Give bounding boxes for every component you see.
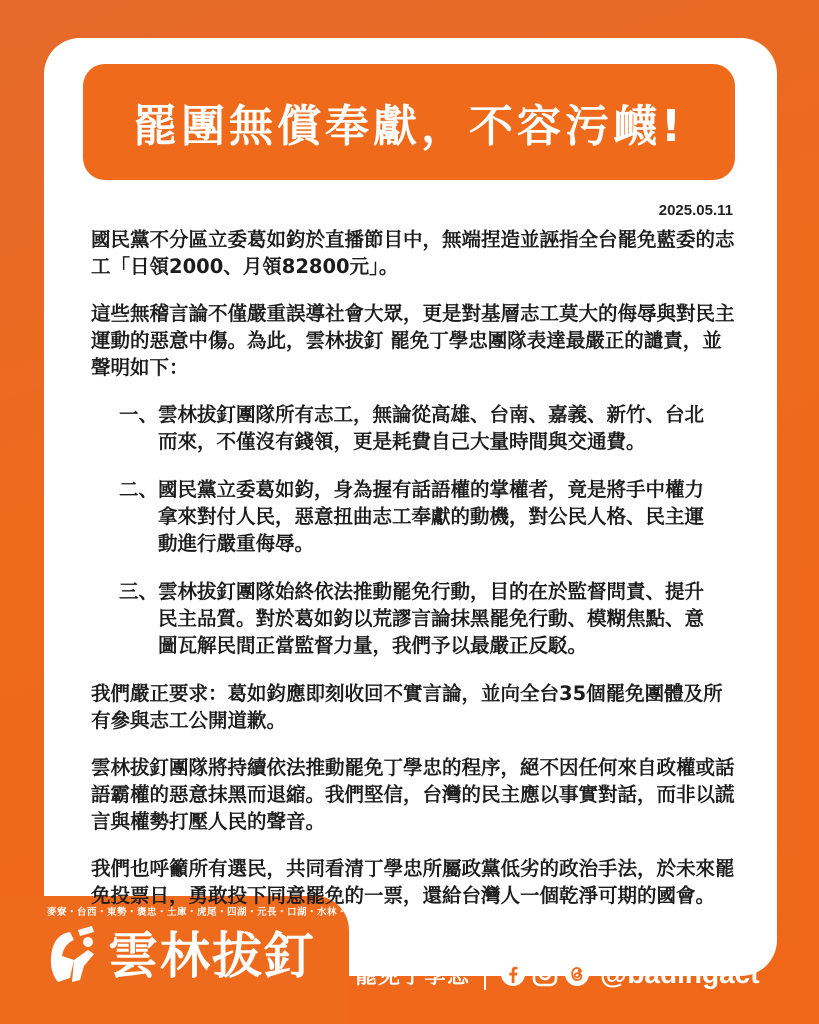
paragraph-commitment: 雲林拔釘團隊將持續依法推動罷免丁學忠的程序，絕不因任何來自政權或話語霸權的惡意抹黑而退縮。我們堅信，台灣的民主應以事實對話，而非以謊言與權勢打壓人民的聲音。 — [91, 756, 735, 833]
logo-figure-icon — [44, 920, 104, 990]
paragraph-condemnation: 這些無稽言論不僅嚴重誤導社會大眾，更是對基層志工莫大的侮辱與對民主運動的惡意中傷。為此，雲林拔釘 罷免丁學忠團隊表達最嚴正的譴責，並聲明如下： — [91, 302, 735, 379]
footer-divider — [484, 958, 486, 990]
statement-text: 雲林拔釘團隊始終依法推動罷免行動，目的在於監督問責、提升民主品質。對於葛如鈞以荒謬言論抹黑罷免行動、模糊焦點、意圖瓦解民間正當監督力量，我們予以最嚴正反駁。 — [158, 580, 705, 657]
statement-body — [91, 226, 741, 929]
page-title: 罷團無償奉獻，不容污衊! — [132, 101, 686, 152]
paragraph-appeal: 我們也呼籲所有選民，共同看清丁學忠所屬政黨低劣的政治手法，於未來罷免投票日，勇敢投下同意罷免的一票，還給台灣人一個乾淨可期的國會。 — [91, 857, 735, 907]
statement-item — [119, 401, 741, 455]
title-banner — [83, 64, 735, 180]
campaign-subtitle: 罷免丁學忠 — [355, 963, 471, 989]
logo-wordmark: 雲林拔釘 — [108, 926, 316, 985]
footer-social — [355, 948, 760, 1000]
instagram-icon[interactable] — [532, 961, 558, 987]
statement-date: 2025.05.11 — [658, 202, 733, 219]
threads-icon[interactable] — [564, 961, 590, 987]
statement-number: 三、 — [119, 580, 159, 603]
statement-text: 國民黨立委葛如鈞，身為握有話語權的掌權者，竟是將手中權力拿來對付人民，惡意扭曲志工奉獻的動機，對公民人格、民主運動進行嚴重侮辱。 — [158, 478, 705, 555]
statement-number: 二、 — [119, 478, 159, 501]
statement-item — [119, 578, 741, 659]
statement-number: 一、 — [119, 403, 159, 426]
statement-item — [119, 476, 741, 557]
paragraph-accusation: 國民黨不分區立委葛如鈞於直播節目中，無端捏造並誣指全台罷免藍委的志工「日領2000、月領82800元」。 — [91, 228, 735, 278]
facebook-icon[interactable] — [500, 961, 526, 987]
township-list: 麥寮・台西・東勢・褒忠・土庫・虎尾・四湖・元長・口湖・水林・北港 — [47, 907, 368, 918]
statement-text: 雲林拔釘團隊所有志工，無論從高雄、台南、嘉義、新竹、台北而來，不僅沒有錢領，更是耗費自己大量時間與交通費。 — [158, 403, 705, 453]
social-handle[interactable]: @badingact — [600, 958, 760, 989]
paragraph-demand: 我們嚴正要求：葛如鈞應即刻收回不實言論，並向全台35個罷免團體及所有參與志工公開道歉。 — [91, 682, 723, 732]
